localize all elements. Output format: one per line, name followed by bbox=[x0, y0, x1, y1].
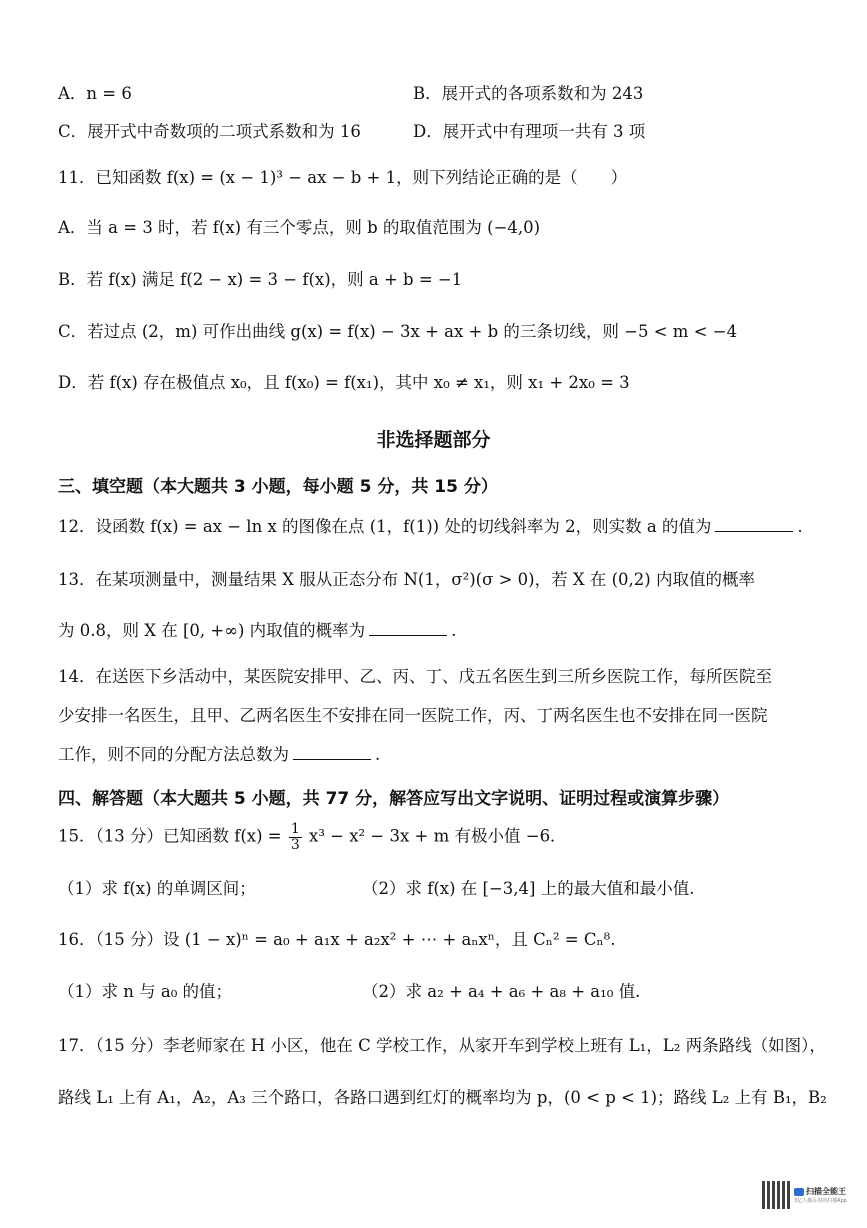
q10-option-d: D．展开式中有理项一共有 3 项 bbox=[413, 122, 646, 141]
q15-stem bbox=[58, 822, 567, 852]
q15-prefix: 15．（13 分）已知函数 f(x) = bbox=[58, 826, 282, 846]
q14-line-2: 少安排一名医生，且甲、乙两名医生不安排在同一医院工作，丙、丁两名医生也不安排在同一医院 bbox=[58, 706, 768, 725]
q17-line-2: 路线 L₁ 上有 A₁，A₂，A₃ 三个路口，各路口遇到红灯的概率均为 p，(0 < p < 1)；路线 L₂ 上有 B₁，B₂ bbox=[58, 1088, 827, 1107]
q16-stem: 16．（15 分）设 (1 − x)ⁿ = a₀ + a₁x + a₂x² + ⋯ + aₙxⁿ，且 Cₙ² = Cₙ⁸. bbox=[58, 930, 616, 949]
watermark-brand: 扫描全能王 bbox=[806, 1187, 846, 1196]
qr-code-icon bbox=[762, 1181, 790, 1209]
q10-option-a: A．n = 6 bbox=[58, 84, 132, 103]
q16-part-2: （2）求 a₂ + a₄ + a₆ + a₈ + a₁₀ 值. bbox=[362, 982, 641, 1001]
answer-blank bbox=[715, 517, 793, 532]
q16-part-1: （1）求 n 与 a₀ 的值； bbox=[58, 982, 233, 1001]
answer-blank bbox=[293, 745, 371, 760]
q11-option-a: A．当 a = 3 时，若 f(x) 有三个零点，则 b 的取值范围为 (−4,0) bbox=[58, 218, 541, 237]
q10-option-b: B．展开式的各项系数和为 243 bbox=[413, 84, 644, 103]
q14-end: . bbox=[375, 745, 381, 764]
q12-end: . bbox=[797, 517, 803, 536]
q11-option-d: D．若 f(x) 存在极值点 x₀，且 f(x₀) = f(x₁)，其中 x₀ ≠ x₁，则 x₁ + 2x₀ = 3 bbox=[58, 373, 630, 392]
q11-option-c: C．若过点 (2，m) 可作出曲线 g(x) = f(x) − 3x + ax + b 的三条切线，则 −5 < m < −4 bbox=[58, 322, 738, 341]
q11-option-b: B．若 f(x) 满足 f(2 − x) = 3 − f(x)，则 a + b = −1 bbox=[58, 270, 463, 289]
q12-text: 12．设函数 f(x) = ax − ln x 的图像在点 (1，f(1)) 处的切线斜率为 2，则实数 a 的值为 bbox=[58, 517, 712, 536]
q17-line-1: 17．（15 分）李老师家在 H 小区，他在 C 学校工作，从家开车到学校上班有 L₁，L₂ 两条路线（如图）， bbox=[58, 1036, 826, 1055]
watermark-logo bbox=[794, 1186, 847, 1197]
part-title: 非选择题部分 bbox=[376, 429, 491, 451]
answer-blank bbox=[369, 621, 447, 636]
fraction-denominator: 3 bbox=[290, 836, 300, 853]
q11-stem: 11．已知函数 f(x) = (x − 1)³ − ax − b + 1，则下列结论正确的是（ ） bbox=[58, 168, 628, 187]
section-4-title: 四、解答题（本大题共 5 小题，共 77 分，解答应写出文字说明、证明过程或演算步骤） bbox=[58, 789, 730, 809]
q10-option-c: C．展开式中奇数项的二项式系数和为 16 bbox=[58, 122, 361, 141]
q13-line-2-text: 为 0.8，则 X 在 [0, +∞) 内取值的概率为 bbox=[58, 621, 366, 640]
watermark-badge bbox=[794, 1186, 847, 1204]
q12 bbox=[58, 517, 803, 537]
q14-line-1: 14．在送医下乡活动中，某医院安排甲、乙、丙、丁、戊五名医生到三所乡医院工作，每所医院至 bbox=[58, 667, 772, 686]
watermark-subtitle: 3亿人都在用的扫描App bbox=[794, 1198, 847, 1204]
q13-line-2 bbox=[58, 621, 456, 641]
scanner-logo-icon bbox=[794, 1188, 804, 1196]
section-3-title: 三、填空题（本大题共 3 小题，每小题 5 分，共 15 分） bbox=[58, 477, 498, 497]
q13-end: . bbox=[451, 621, 457, 640]
q15-part-1: （1）求 f(x) 的单调区间； bbox=[58, 879, 256, 898]
fraction bbox=[289, 822, 302, 852]
q15-suffix: x³ − x² − 3x + m 有极小值 −6． bbox=[309, 826, 567, 846]
q14-line-3-text: 工作，则不同的分配方法总数为 bbox=[58, 745, 289, 764]
q15-part-2: （2）求 f(x) 在 [−3,4] 上的最大值和最小值. bbox=[362, 879, 695, 898]
q14-line-3 bbox=[58, 745, 380, 765]
scanner-watermark bbox=[762, 1180, 848, 1210]
q13-line-1: 13．在某项测量中，测量结果 X 服从正态分布 N(1，σ²)(σ > 0)，若 X 在 (0,2) 内取值的概率 bbox=[58, 570, 755, 589]
fraction-numerator: 1 bbox=[290, 821, 300, 837]
